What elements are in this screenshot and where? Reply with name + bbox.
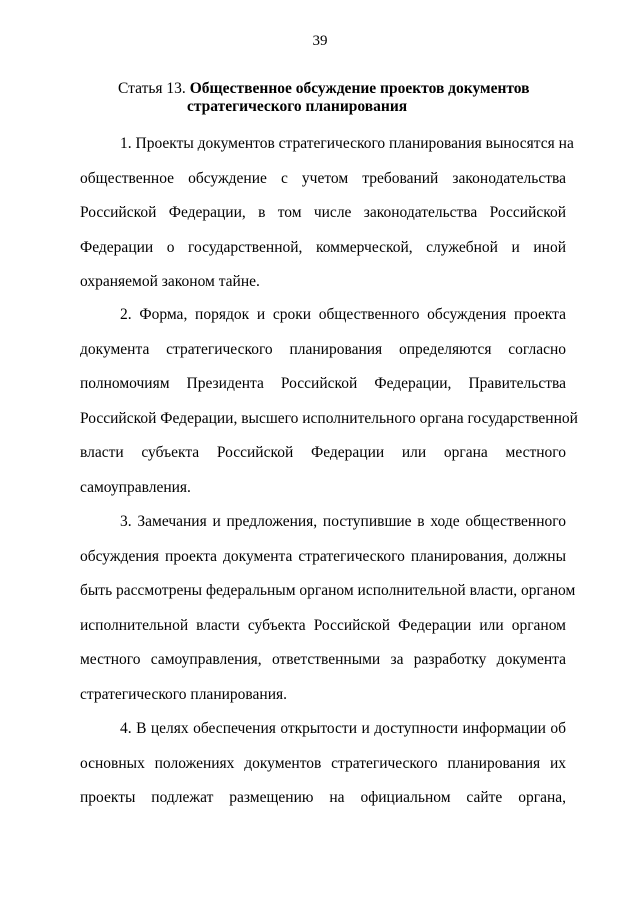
paragraph-line: Федерации о государственной, коммерческой, служебной и иной	[80, 238, 566, 256]
page-number: 39	[312, 33, 328, 49]
paragraph-line: проекты подлежат размещению на официальном сайте органа,	[80, 789, 566, 806]
paragraph-1	[80, 127, 574, 300]
paragraph-line: власти субъекта Российской Федерации или органа местного	[80, 444, 566, 461]
paragraph-line: основных положениях документов стратегического планирования их	[80, 754, 566, 772]
article-heading	[118, 80, 578, 116]
paragraph-line: документа стратегического планирования определяются согласно	[80, 340, 566, 358]
article-title-line-1: Общественное обсуждение проектов документов	[189, 80, 530, 97]
article-title-line-2: стратегического планирования	[187, 98, 408, 115]
paragraph-line: Российской Федерации, высшего исполнительного органа государственной	[80, 409, 578, 427]
paragraph-line: местного самоуправления, ответственными за разработку документа	[80, 651, 566, 668]
paragraph-line: 2. Форма, порядок и сроки общественного обсуждения проекта	[120, 306, 566, 323]
paragraph-line: быть рассмотрены федеральным органом исполнительной власти, органом	[80, 582, 576, 599]
paragraph-2	[80, 298, 578, 505]
paragraph-line: Российской Федерации, в том числе законодательства Российской	[80, 204, 566, 221]
paragraph-line: стратегического планирования.	[80, 685, 287, 703]
paragraph-line: охраняемой законом тайне.	[80, 273, 260, 290]
paragraph-line: 3. Замечания и предложения, поступившие в ходе общественного	[120, 513, 566, 530]
paragraph-line: самоуправления.	[80, 478, 191, 496]
paragraph-line: 4. В целях обеспечения открытости и доступности информации об	[120, 720, 566, 737]
paragraph-line: обсуждения проекта документа стратегического планирования, должны	[80, 547, 566, 565]
paragraph-4	[80, 712, 566, 816]
paragraph-3	[80, 505, 576, 712]
article-number: Статья 13.	[118, 80, 190, 97]
paragraph-line: общественное обсуждение с учетом требований законодательства	[80, 169, 566, 187]
paragraph-line: полномочиям Президента Российской Федерации, Правительства	[80, 375, 566, 392]
paragraph-line: 1. Проекты документов стратегического планирования выносятся на	[120, 135, 574, 152]
paragraph-line: исполнительной власти субъекта Российской Федерации или органом	[80, 616, 566, 634]
